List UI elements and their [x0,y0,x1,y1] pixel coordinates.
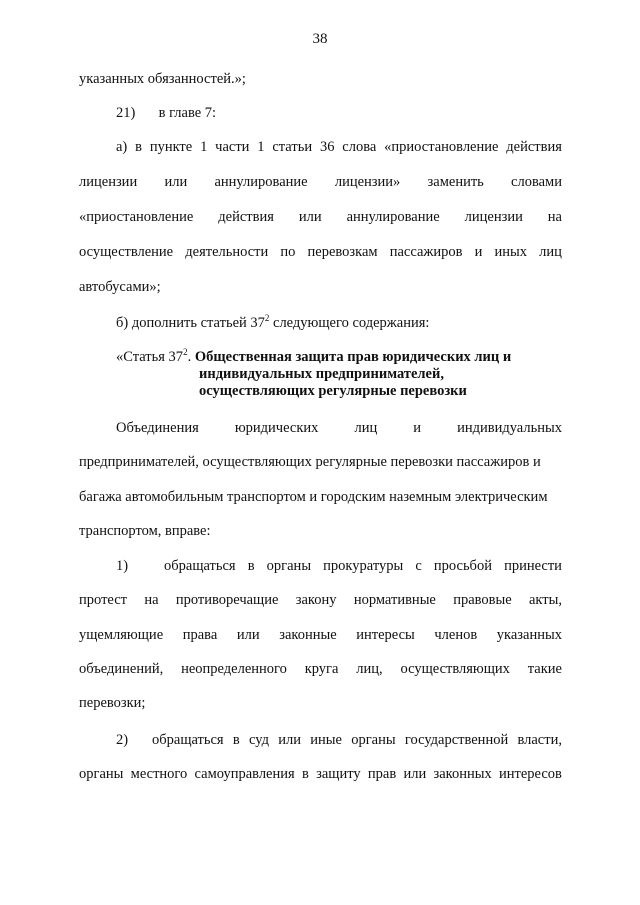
word: лицензии» [334,174,401,190]
word: статьи [272,139,313,155]
word: закону [295,592,337,608]
word: или [403,766,427,782]
word: противоречащие [175,592,279,608]
word: действия [506,139,562,155]
word: пункте [149,139,193,155]
word: 1 [200,139,208,155]
word: Объединения [116,420,199,436]
word: осуществление [79,244,174,260]
word: просьбой [433,558,492,574]
word: прокуратуры [323,558,404,574]
article-label: «Статья 37 [116,349,184,365]
text-line [79,765,562,783]
word: 36 [319,139,335,155]
text-line: транспортом, вправе: [79,523,211,539]
word: индивидуальных [457,420,562,436]
item-number: 21) [116,105,136,121]
word: или [278,732,301,748]
word: такие [527,661,562,677]
word: или [236,627,260,643]
word: самоуправления [194,766,295,782]
item-number: 1) [116,558,129,574]
word: акты, [529,592,562,608]
text-run: следующего содержания: [269,315,430,331]
article-title-line: индивидуальных предпринимателей, [199,366,444,382]
word: 1 [257,139,265,155]
word: прав [367,766,397,782]
word: принести [504,558,562,574]
text-line [79,591,562,609]
word: обращаться [152,732,224,748]
word: юридических [234,420,319,436]
word: «приостановление [384,139,499,155]
word: интересы [356,627,415,643]
item-text: в главе 7: [158,105,217,121]
word: обращаться [164,558,236,574]
word: в [247,558,255,574]
word: на [547,209,562,225]
word: словами [511,174,562,190]
word: аннулирование [346,209,440,225]
word: суд [248,732,269,748]
superscript: 2 [183,347,188,357]
word: «приостановление [79,209,194,225]
word: осуществляющих [400,661,510,677]
word: слова [342,139,377,155]
item-number: 2) [116,732,129,748]
word: лицензии [464,209,523,225]
word: объединений, [79,661,164,677]
text-run: . [187,349,192,365]
word: и [413,420,422,436]
text-line: перевозки; [79,695,146,711]
word: лиц [354,420,378,436]
word: по [280,244,296,260]
word: а) [116,139,128,155]
text-line [79,173,562,191]
text-line [116,314,562,332]
word: ущемляющие [79,627,164,643]
text-run: б) дополнить статьей 37 [116,315,265,331]
word: деятельности [185,244,269,260]
word: власти, [517,732,562,748]
word: или [164,174,188,190]
word: перевозкам [307,244,378,260]
word: законные [279,627,337,643]
word: в [232,732,240,748]
word: местного [130,766,188,782]
word: нормативные [353,592,436,608]
article-title: Общественная защита прав юридических лиц и [194,349,512,365]
text-line: указанных обязанностей.»; [79,71,246,87]
word: иных [494,244,528,260]
text-line [116,419,562,437]
word: государственной [404,732,509,748]
word: в [135,139,142,155]
word: неопределенного [181,661,287,677]
word: пассажиров [389,244,463,260]
word: в [301,766,309,782]
word: защиту [316,766,361,782]
article-title-line: осуществляющих регулярные перевозки [199,383,467,399]
word: или [298,209,322,225]
text-line: багажа автомобильным транспортом и городским наземным электрическим [79,489,548,505]
word: лиц [539,244,562,260]
text-line [79,626,562,644]
word: действия [218,209,274,225]
word: протест [79,592,127,608]
word: органы [351,732,396,748]
word: органы [266,558,312,574]
word: лиц, [356,661,383,677]
word: аннулирование [214,174,308,190]
word: законных [433,766,492,782]
text-line [116,138,562,156]
word: членов [434,627,478,643]
word: заменить [427,174,484,190]
word: с [415,558,422,574]
text-line [79,243,562,261]
word: части [215,139,250,155]
word: интересов [499,766,562,782]
text-line [79,660,562,678]
word: указанных [496,627,562,643]
word: правовые [453,592,512,608]
word: иные [310,732,342,748]
superscript: 2 [264,313,270,323]
text-line [79,208,562,226]
article-heading [116,348,562,366]
word: лицензии [79,174,138,190]
text-line: автобусами»; [79,279,161,295]
word: на [144,592,159,608]
word: круга [304,661,339,677]
word: права [182,627,218,643]
text-line: предпринимателей, осуществляющих регулярные перевозки пассажиров и [79,454,541,470]
word: и [474,244,483,260]
word: органы [79,766,124,782]
text-line [116,104,562,122]
page-number: 38 [312,31,328,47]
